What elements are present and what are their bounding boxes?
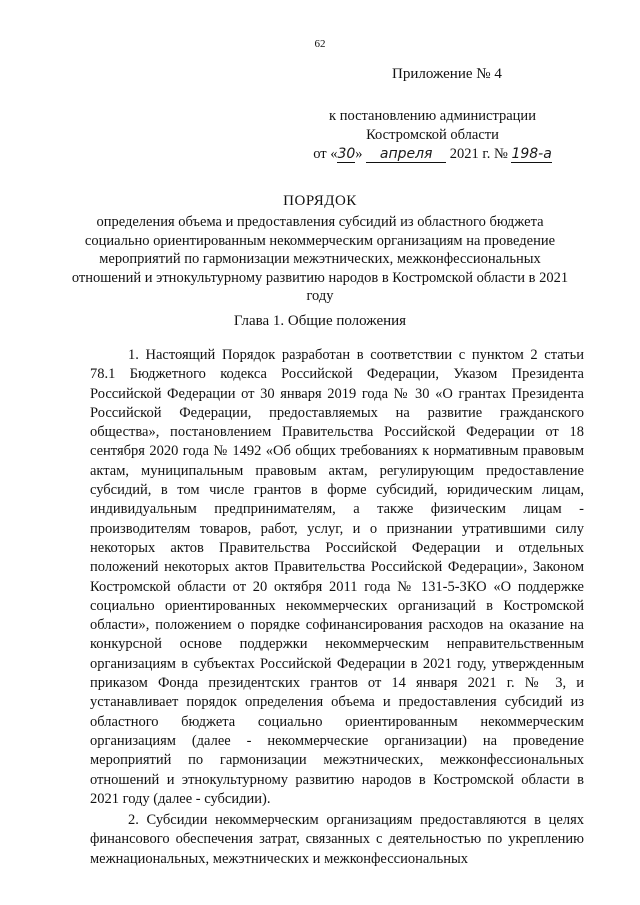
decree-date xyxy=(300,145,565,164)
chapter-heading: Глава 1. Общие положения xyxy=(233,313,407,329)
decree-line-1: к постановлению администрации xyxy=(329,108,536,124)
page-number: 62 xyxy=(314,38,326,50)
body-text xyxy=(90,346,584,871)
annex-label: Приложение № 4 xyxy=(392,66,502,82)
decree-close-quote: » xyxy=(355,146,363,162)
decree-year: 2021 г. № xyxy=(449,146,508,162)
document-subtitle: определения объема и предоставления субсидий из областного бюджета социально ориентированным некоммерческим организациям на проведение мероприятий по гармонизации межэтнических, межконфессиональных отношений и этнокультурному развитию народов в Костромской области в 2021 году xyxy=(71,214,569,304)
decree-month: апреля xyxy=(366,147,446,163)
decree-from: от « xyxy=(313,146,338,162)
paragraph-2: 2. Субсидии некоммерческим организациям предоставляются в целях финансового обеспечения затрат, связанных с деятельностью по укреплению межнациональных, межэтнических и межконфессиональных xyxy=(90,812,584,867)
document-title: ПОРЯДОК xyxy=(283,193,357,209)
decree-reference xyxy=(300,107,565,164)
decree-line-2: Костромской области xyxy=(366,127,499,143)
decree-number: 198-а xyxy=(511,146,552,162)
paragraph-1: 1. Настоящий Порядок разработан в соответствии с пунктом 2 статьи 78.1 Бюджетного кодекса Российской Федерации, Указом Президента Российской Федерации от 30 января 2019 года № 30 «О грантах Президента Российской Федерации, предоставляемых на развитие гражданского общества», постановлением Правительства Российской Федерации от 18 сентября 2020 года № 1492 «Об общих требованиях к нормативным правовым актам, муниципальным правовым актам, регулирующим предоставление субсидий, в том числе грантов в форме субсидий, юридическим лицам, индивидуальным предпринимателям, а также физическим лицам - производителям товаров, работ, услуг, и о признании утратившими силу некоторых актов Правительства Российской Федерации и отдельных положений некоторых актов Правительства Российской Федерации», Законом Костромской области от 20 октября 2011 года № 131-5-ЗКО «О поддержке социально ориентированных некоммерческих организаций в Костромской области», положением о порядке софинансирования расходов на оказание на конкурсной основе поддержки некоммерческим неправительственным организациям в субъектах Российской Федерации в 2021 году, утвержденным приказом Фонда президентских грантов от 14 января 2021 г. № 3, и устанавливает порядок определения объема и предоставления субсидий из областного бюджета социально ориентированным некоммерческим организациям (далее - некоммерческие организации) на проведение мероприятий по гармонизации межэтнических, межконфессиональных отношений и этнокультурному развитию народов в Костромской области в 2021 году (далее - субсидии). xyxy=(90,347,584,807)
decree-day: 30 xyxy=(337,146,356,162)
